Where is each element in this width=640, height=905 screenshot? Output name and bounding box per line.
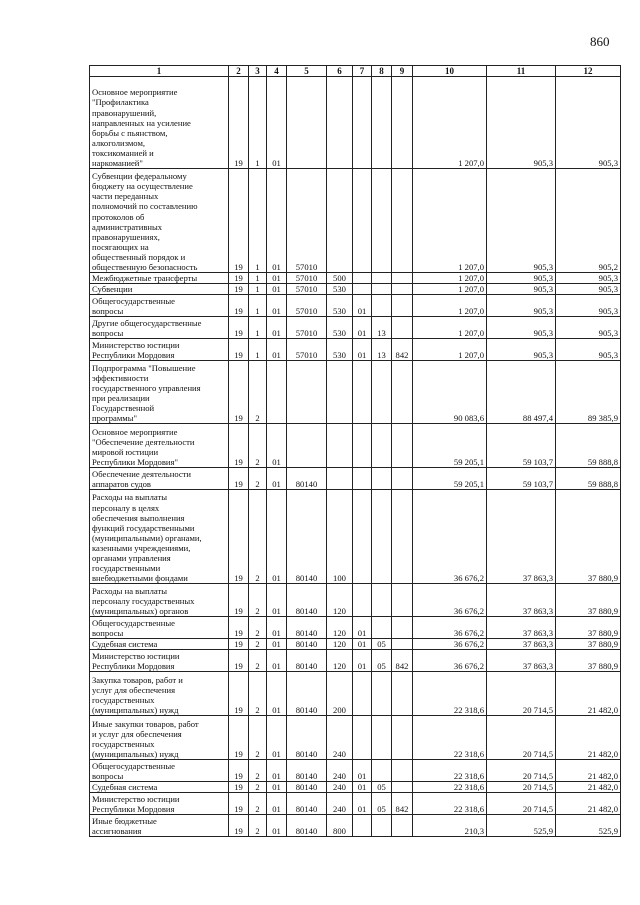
program-code: 19 [229,361,249,424]
subsection-code: 05 [372,639,392,650]
amount-col-10: 90 083,6 [413,361,487,424]
table-row [90,584,621,617]
page-number: 860 [590,34,610,49]
section-code: 01 [353,782,372,793]
amount-col-10: 36 676,2 [413,650,487,672]
subsection-code: 13 [372,317,392,339]
subsection-code: 05 [372,793,392,815]
row-name: Министерство юстиции Республики Мордовия [90,793,229,815]
amount-col-10: 36 676,2 [413,490,487,584]
amount-col-10: 36 676,2 [413,584,487,617]
subprogram-code: 1 [249,284,267,295]
direction-code: 57010 [287,273,327,284]
amount-col-11: 905,3 [487,317,556,339]
event-code: 01 [267,793,287,815]
ministry-code [392,815,413,837]
direction-code: 80140 [287,815,327,837]
expense-type-code [327,77,353,169]
table-row [90,815,621,837]
section-code: 01 [353,317,372,339]
expense-type-code: 530 [327,295,353,317]
expense-type-code: 530 [327,284,353,295]
amount-col-12: 59 888,8 [556,468,621,490]
row-name: Расходы на выплаты персоналу государственных (муниципальных) органов [90,584,229,617]
program-code: 19 [229,650,249,672]
subsection-code [372,760,392,782]
program-code: 19 [229,490,249,584]
section-code: 01 [353,760,372,782]
ministry-code [392,617,413,639]
amount-col-10: 22 318,6 [413,793,487,815]
amount-col-12: 21 482,0 [556,760,621,782]
program-code: 19 [229,424,249,468]
table-row [90,424,621,468]
ministry-code [392,284,413,295]
expense-type-code: 240 [327,793,353,815]
subprogram-code: 2 [249,639,267,650]
ministry-code: 842 [392,339,413,361]
amount-col-12: 37 880,9 [556,650,621,672]
subsection-code [372,672,392,716]
table-row [90,782,621,793]
amount-col-11: 37 863,3 [487,490,556,584]
section-code [353,468,372,490]
header-cell: 3 [249,66,267,77]
amount-col-12: 905,3 [556,339,621,361]
row-name: Общегосударственные вопросы [90,295,229,317]
event-code: 01 [267,284,287,295]
ministry-code: 842 [392,793,413,815]
row-name: Общегосударственные вопросы [90,617,229,639]
expense-type-code [327,169,353,273]
amount-col-12: 905,2 [556,169,621,273]
subprogram-code: 2 [249,793,267,815]
section-code [353,424,372,468]
amount-col-11: 59 103,7 [487,424,556,468]
subsection-code [372,490,392,584]
subprogram-code: 2 [249,716,267,760]
event-code: 01 [267,169,287,273]
amount-col-12: 905,3 [556,284,621,295]
table-row [90,793,621,815]
subprogram-code: 2 [249,760,267,782]
amount-col-11: 59 103,7 [487,468,556,490]
event-code: 01 [267,716,287,760]
subsection-code [372,295,392,317]
program-code: 19 [229,77,249,169]
amount-col-10: 1 207,0 [413,339,487,361]
amount-col-11: 20 714,5 [487,760,556,782]
direction-code: 80140 [287,782,327,793]
table-row [90,317,621,339]
ministry-code [392,639,413,650]
section-code [353,584,372,617]
amount-col-11: 88 497,4 [487,361,556,424]
event-code: 01 [267,584,287,617]
amount-col-10: 1 207,0 [413,273,487,284]
ministry-code [392,77,413,169]
event-code: 01 [267,468,287,490]
row-name: Судебная система [90,639,229,650]
direction-code: 80140 [287,672,327,716]
ministry-code [392,295,413,317]
subsection-code: 05 [372,782,392,793]
amount-col-12: 89 385,9 [556,361,621,424]
amount-col-11: 905,3 [487,295,556,317]
expense-type-code: 120 [327,584,353,617]
section-code: 01 [353,639,372,650]
amount-col-11: 37 863,3 [487,584,556,617]
expense-type-code: 240 [327,716,353,760]
amount-col-12: 37 880,9 [556,639,621,650]
subprogram-code: 1 [249,273,267,284]
event-code: 01 [267,782,287,793]
amount-col-11: 20 714,5 [487,782,556,793]
row-name: Иные закупки товаров, работ и услуг для обеспечения государственных (муниципальных) нужд [90,716,229,760]
section-code [353,716,372,760]
program-code: 19 [229,284,249,295]
program-code: 19 [229,672,249,716]
row-name: Основное мероприятие "Профилактика правонарушений, направленных на усиление борьбы с пьянством, алкоголизмом, токсикоманией и наркоманией" [90,77,229,169]
budget-table [89,65,621,837]
table-body [90,77,621,837]
amount-col-11: 37 863,3 [487,650,556,672]
event-code: 01 [267,339,287,361]
section-code [353,815,372,837]
expense-type-code [327,361,353,424]
table-row [90,468,621,490]
table-row [90,284,621,295]
direction-code: 80140 [287,490,327,584]
amount-col-10: 36 676,2 [413,617,487,639]
amount-col-11: 20 714,5 [487,793,556,815]
amount-col-10: 22 318,6 [413,716,487,760]
event-code: 01 [267,490,287,584]
direction-code [287,424,327,468]
subsection-code: 13 [372,339,392,361]
amount-col-12: 21 482,0 [556,716,621,760]
table-row [90,273,621,284]
section-code: 01 [353,295,372,317]
program-code: 19 [229,339,249,361]
row-name: Закупка товаров, работ и услуг для обеспечения государственных (муниципальных) нужд [90,672,229,716]
subsection-code [372,284,392,295]
direction-code: 57010 [287,284,327,295]
amount-col-11: 20 714,5 [487,672,556,716]
amount-col-12: 37 880,9 [556,490,621,584]
subsection-code [372,361,392,424]
amount-col-10: 59 205,1 [413,424,487,468]
ministry-code [392,672,413,716]
expense-type-code: 120 [327,650,353,672]
amount-col-10: 22 318,6 [413,672,487,716]
direction-code [287,77,327,169]
section-code: 01 [353,617,372,639]
header-cell: 10 [413,66,487,77]
table-row [90,650,621,672]
amount-col-12: 21 482,0 [556,793,621,815]
amount-col-12: 905,3 [556,273,621,284]
subprogram-code: 1 [249,295,267,317]
program-code: 19 [229,317,249,339]
amount-col-10: 59 205,1 [413,468,487,490]
header-cell: 11 [487,66,556,77]
subprogram-code: 1 [249,339,267,361]
expense-type-code: 120 [327,617,353,639]
subsection-code [372,815,392,837]
subprogram-code: 2 [249,672,267,716]
ministry-code [392,361,413,424]
program-code: 19 [229,468,249,490]
table-row [90,77,621,169]
amount-col-11: 37 863,3 [487,617,556,639]
subprogram-code: 2 [249,424,267,468]
subprogram-code: 2 [249,815,267,837]
event-code: 01 [267,672,287,716]
row-name: Министерство юстиции Республики Мордовия [90,650,229,672]
event-code: 01 [267,77,287,169]
subsection-code [372,716,392,760]
expense-type-code [327,468,353,490]
row-name: Расходы на выплаты персоналу в целях обеспечения выполнения функций государственными (муниципальными) органами, казенными учреждениями, органами управления государственными внебюджетными фондами [90,490,229,584]
ministry-code [392,273,413,284]
amount-col-12: 59 888,8 [556,424,621,468]
subprogram-code: 2 [249,584,267,617]
event-code: 01 [267,273,287,284]
row-name: Обеспечение деятельности аппаратов судов [90,468,229,490]
ministry-code [392,716,413,760]
ministry-code [392,169,413,273]
row-name: Другие общегосударственные вопросы [90,317,229,339]
section-code: 01 [353,339,372,361]
event-code [267,361,287,424]
program-code: 19 [229,639,249,650]
header-cell: 7 [353,66,372,77]
header-cell: 6 [327,66,353,77]
amount-col-12: 905,3 [556,317,621,339]
table-row [90,339,621,361]
amount-col-10: 22 318,6 [413,782,487,793]
row-name: Основное мероприятие "Обеспечение деятельности мировой юстиции Республики Мордовия" [90,424,229,468]
expense-type-code: 240 [327,760,353,782]
amount-col-11: 905,3 [487,339,556,361]
expense-type-code: 120 [327,639,353,650]
direction-code: 80140 [287,584,327,617]
subsection-code: 05 [372,650,392,672]
subprogram-code: 1 [249,169,267,273]
amount-col-10: 36 676,2 [413,639,487,650]
header-cell: 5 [287,66,327,77]
amount-col-11: 905,3 [487,284,556,295]
ministry-code [392,584,413,617]
event-code: 01 [267,295,287,317]
direction-code: 80140 [287,760,327,782]
subsection-code [372,468,392,490]
event-code: 01 [267,424,287,468]
row-name: Подпрограмма "Повышение эффективности государственного управления при реализации Государственной программы" [90,361,229,424]
table-row [90,639,621,650]
subprogram-code: 1 [249,317,267,339]
event-code: 01 [267,617,287,639]
ministry-code [392,490,413,584]
table-row [90,617,621,639]
program-code: 19 [229,760,249,782]
section-code [353,273,372,284]
direction-code: 80140 [287,617,327,639]
ministry-code [392,317,413,339]
amount-col-12: 905,3 [556,77,621,169]
expense-type-code: 240 [327,782,353,793]
subprogram-code: 2 [249,361,267,424]
subsection-code [372,617,392,639]
section-code [353,77,372,169]
section-code: 01 [353,793,372,815]
subprogram-code: 2 [249,782,267,793]
program-code: 19 [229,815,249,837]
direction-code: 80140 [287,793,327,815]
direction-code: 80140 [287,639,327,650]
amount-col-10: 1 207,0 [413,77,487,169]
amount-col-10: 1 207,0 [413,317,487,339]
direction-code: 57010 [287,295,327,317]
amount-col-11: 905,3 [487,77,556,169]
row-name: Субвенции федеральному бюджету на осуществление части переданных полномочий по составлению протоколов об административных правонарушениях, посягающих на общественный порядок и общественную безопасность [90,169,229,273]
amount-col-10: 1 207,0 [413,295,487,317]
program-code: 19 [229,273,249,284]
program-code: 19 [229,782,249,793]
row-name: Субвенции [90,284,229,295]
section-code [353,490,372,584]
amount-col-11: 37 863,3 [487,639,556,650]
subsection-code [372,77,392,169]
subsection-code [372,584,392,617]
event-code: 01 [267,650,287,672]
program-code: 19 [229,793,249,815]
amount-col-10: 1 207,0 [413,169,487,273]
ministry-code: 842 [392,650,413,672]
program-code: 19 [229,295,249,317]
row-name: Общегосударственные вопросы [90,760,229,782]
amount-col-11: 905,3 [487,169,556,273]
program-code: 19 [229,584,249,617]
direction-code [287,361,327,424]
ministry-code [392,782,413,793]
subprogram-code: 2 [249,490,267,584]
expense-type-code: 500 [327,273,353,284]
table-row [90,672,621,716]
table-row [90,716,621,760]
subprogram-code: 2 [249,468,267,490]
event-code: 01 [267,815,287,837]
amount-col-10: 210,3 [413,815,487,837]
subprogram-code: 2 [249,617,267,639]
row-name: Межбюджетные трансферты [90,273,229,284]
subsection-code [372,169,392,273]
amount-col-12: 525,9 [556,815,621,837]
row-name: Министерство юстиции Республики Мордовия [90,339,229,361]
direction-code: 80140 [287,468,327,490]
row-name: Судебная система [90,782,229,793]
section-code [353,361,372,424]
header-cell: 1 [90,66,229,77]
direction-code: 80140 [287,716,327,760]
expense-type-code: 200 [327,672,353,716]
direction-code: 57010 [287,169,327,273]
table-row [90,760,621,782]
amount-col-11: 20 714,5 [487,716,556,760]
table-row [90,295,621,317]
subsection-code [372,424,392,468]
event-code: 01 [267,639,287,650]
amount-col-12: 21 482,0 [556,782,621,793]
section-code [353,672,372,716]
expense-type-code: 800 [327,815,353,837]
direction-code: 57010 [287,317,327,339]
header-cell: 4 [267,66,287,77]
program-code: 19 [229,169,249,273]
direction-code: 80140 [287,650,327,672]
amount-col-12: 37 880,9 [556,617,621,639]
ministry-code [392,760,413,782]
table-row [90,490,621,584]
section-code [353,169,372,273]
event-code: 01 [267,760,287,782]
amount-col-12: 21 482,0 [556,672,621,716]
amount-col-10: 1 207,0 [413,284,487,295]
header-row [90,66,621,77]
program-code: 19 [229,716,249,760]
subprogram-code: 2 [249,650,267,672]
table-row [90,361,621,424]
amount-col-11: 905,3 [487,273,556,284]
amount-col-12: 905,3 [556,295,621,317]
header-cell: 12 [556,66,621,77]
row-name: Иные бюджетные ассигнования [90,815,229,837]
header-cell: 9 [392,66,413,77]
amount-col-10: 22 318,6 [413,760,487,782]
amount-col-11: 525,9 [487,815,556,837]
event-code: 01 [267,317,287,339]
expense-type-code [327,424,353,468]
program-code: 19 [229,617,249,639]
section-code: 01 [353,650,372,672]
expense-type-code: 100 [327,490,353,584]
ministry-code [392,468,413,490]
amount-col-12: 37 880,9 [556,584,621,617]
expense-type-code: 530 [327,339,353,361]
subprogram-code: 1 [249,77,267,169]
header-cell: 8 [372,66,392,77]
table-row [90,169,621,273]
section-code [353,284,372,295]
subsection-code [372,273,392,284]
ministry-code [392,424,413,468]
header-cell: 2 [229,66,249,77]
direction-code: 57010 [287,339,327,361]
expense-type-code: 530 [327,317,353,339]
